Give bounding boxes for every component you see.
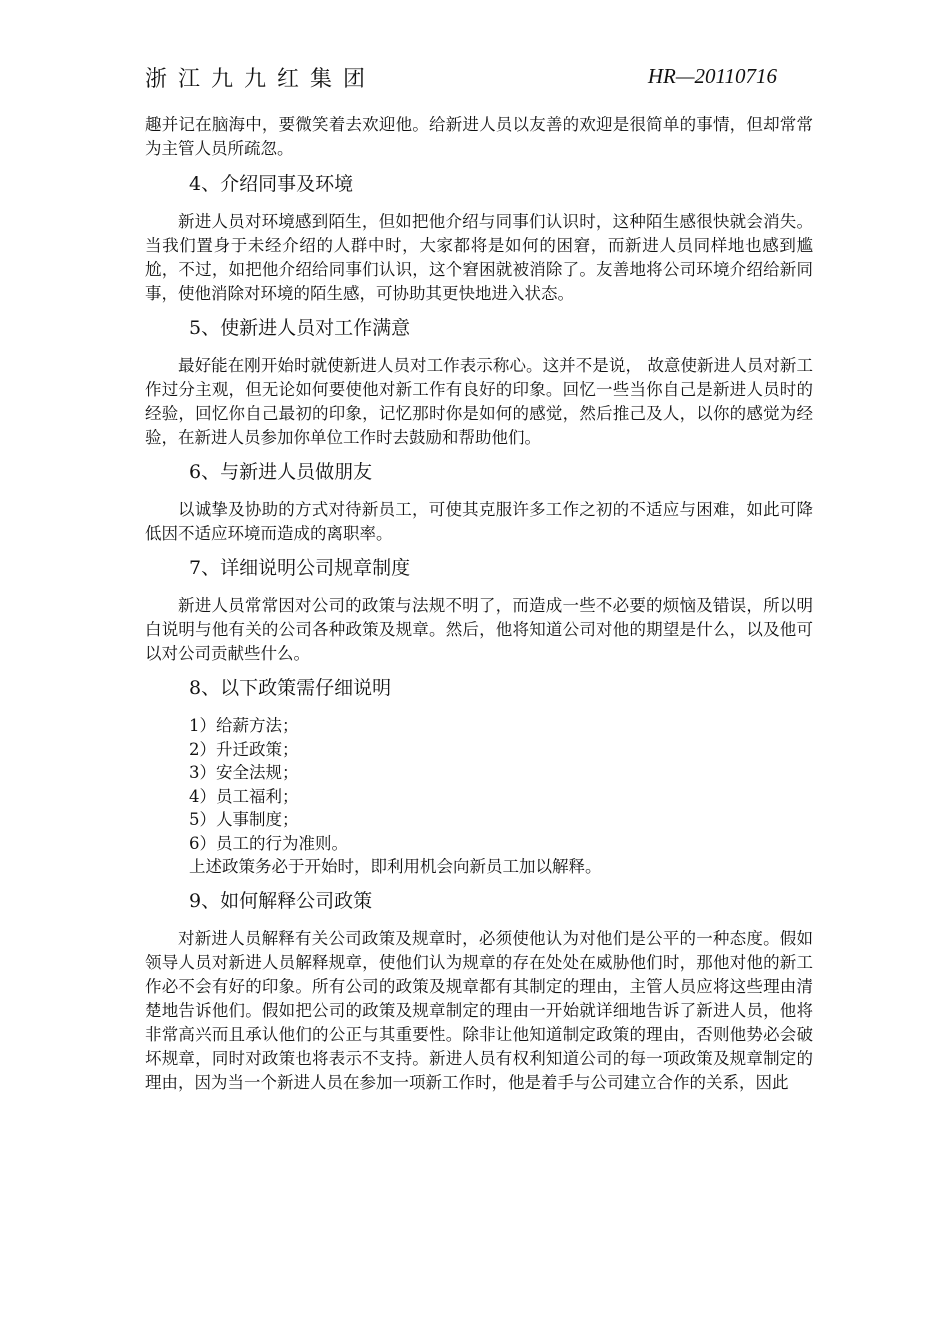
section-heading-5: 5、使新进人员对工作满意 bbox=[189, 317, 411, 339]
document-number: HR—20110716 bbox=[647, 64, 777, 88]
policy-list-closing: 上述政策务必于开始时，即利用机会向新员工加以解释。 bbox=[189, 857, 602, 876]
list-item: 5）人事制度； bbox=[189, 810, 299, 829]
list-item: 4）员工福利； bbox=[189, 786, 299, 806]
list-item: 1）给薪方法； bbox=[189, 716, 299, 735]
page-header bbox=[145, 62, 785, 96]
list-item: 2）升迁政策； bbox=[189, 739, 299, 759]
section-body-5: 最好能在刚开始时就使新进人员对工作表示称心。这并不是说， 故意使新进人员对新工作过分主观，但无论如何要使他对新工作有良好的印象。回忆一些当你自己是新进人员时的经验，回忆你自己最初的印象，记忆那时你是如何的感觉，然后推己及人，以你的感觉为经验，在新进人员参加你单位工作时去鼓励和帮助他们。 bbox=[145, 356, 813, 447]
policy-list bbox=[145, 714, 813, 855]
section-body-4: 新进人员对环境感到陌生，但如把他介绍与同事们认识时，这种陌生感很快就会消失。当我们置身于未经介绍的人群中时，大家都将是如何的困窘，而新进人员同样地也感到尴尬，不过，如把他介绍给同事们认识，这个窘困就被消除了。友善地将公司环境介绍给新同事，使他消除对环境的陌生感，可协助其更快地进入状态。 bbox=[145, 212, 813, 303]
section-heading-8: 8、以下政策需仔细说明 bbox=[189, 677, 392, 699]
section-body-6: 以诚挚及协助的方式对待新员工，可使其克服许多工作之初的不适应与困难，如此可降低因不适应环境而造成的离职率。 bbox=[145, 500, 813, 543]
section-heading-4: 4、介绍同事及环境 bbox=[189, 173, 354, 195]
document-body bbox=[145, 113, 813, 1095]
list-item: 6）员工的行为准则。 bbox=[189, 833, 348, 853]
section-body-7: 新进人员常常因对公司的政策与法规不明了，而造成一些不必要的烦恼及错误，所以明白说明与他有关的公司各种政策及规章。然后，他将知道公司对他的期望是什么，以及他可以对公司贡献些什么。 bbox=[145, 596, 813, 663]
section-body-9: 对新进人员解释有关公司政策及规章时，必须使他认为对他们是公平的一种态度。假如领导人员对新进人员解释规章，使他们认为规章的存在处处在威胁他们时，那他对他的新工作必不会有好的印象。所有公司的政策及规章都有其制定的理由，主管人员应将这些理由清楚地告诉他们。假如把公司的政策及规章制定的理由一开始就详细地告诉了新进人员，他将非常高兴而且承认他们的公正与其重要性。除非让他知道制定政策的理由，否则他势必会破坏规章，同时对政策也将表示不支持。新进人员有权利知道公司的每一项政策及规章制定的理由，因为当一个新进人员在参加一项新工作时，他是着手与公司建立合作的关系，因此 bbox=[145, 929, 813, 1092]
section-heading-9: 9、如何解释公司政策 bbox=[189, 890, 373, 912]
opening-paragraph: 趣并记在脑海中，要微笑着去欢迎他。给新进人员以友善的欢迎是很简单的事情，但却常常为主管人员所疏忽。 bbox=[145, 115, 813, 158]
list-item: 3）安全法规； bbox=[189, 763, 299, 782]
section-heading-6: 6、与新进人员做朋友 bbox=[189, 461, 373, 483]
section-heading-7: 7、详细说明公司规章制度 bbox=[189, 557, 411, 579]
company-name: 浙江九九红集团 bbox=[145, 67, 377, 92]
